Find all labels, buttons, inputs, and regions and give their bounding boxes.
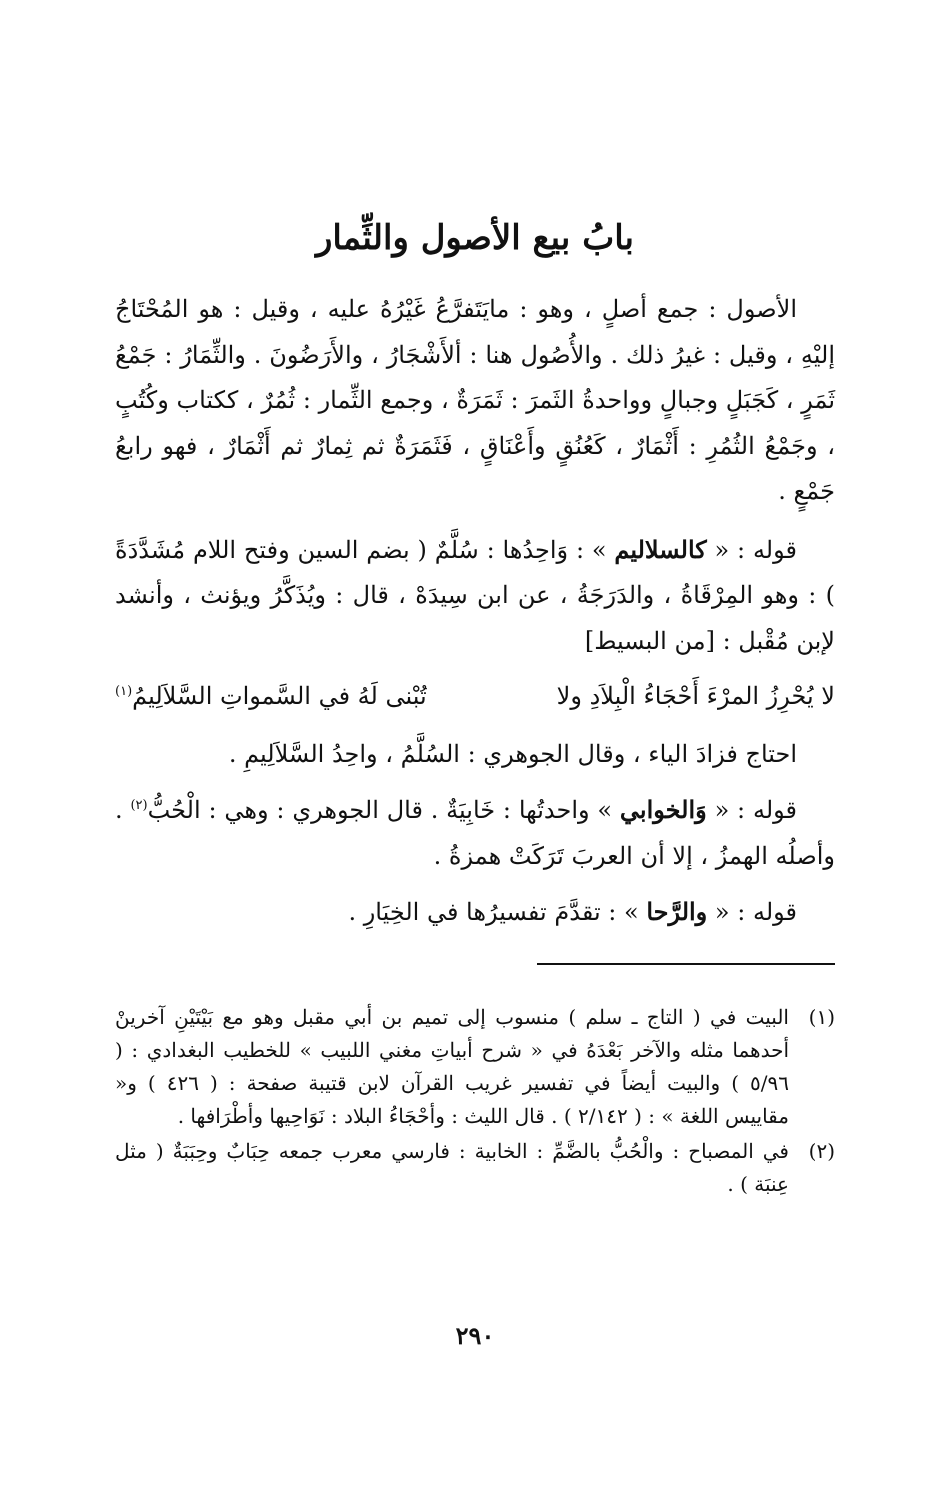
paragraph-jawhari: احتاج فزادَ الياء ، وقال الجوهري : السُلَّمُ ، واحِدُ السَّلاَلِيمِ . xyxy=(228,739,797,768)
footnote-text: البيت في ( التاج ـ سلم ) منسوب إلى تميم بن أبي مقبل وهو مع بَيْتَيْنِ آخرينْ أحدهما مثله والآخر بَعْدَهُ في « شرح أبياتِ مغني اللبيب » للخطيب البغدادي : ( ٥/٩٦ ) والبيت أيضاً في تفسير غريب القرآن لابن قتيبة صفحة : ( ٤٢٦ ) و« مقاييس اللغة » : ( ٢/١٤٢ ) . قال الليث : وأحْجَاءُ البلاد : نَوَاحِيها وأطْرَافها . xyxy=(115,1005,789,1128)
footnote-2 xyxy=(115,1135,835,1201)
footnote-marker-1: (١) xyxy=(115,684,133,699)
paragraph-raha-rest: » : تقدَّمَ تفسيرُها في الخِيَارِ . xyxy=(348,898,639,926)
quote-open: قوله : « xyxy=(714,535,797,564)
verse-first-hemistich: لا يُحْرِزُ المرْءَ أَحْجَاءُ الْبِلاَدِ ولا xyxy=(556,682,835,710)
term-khawabi: وَالخوابي xyxy=(619,795,707,824)
paragraph-salalim xyxy=(115,527,835,665)
main-text xyxy=(115,287,835,946)
footnote-divider xyxy=(537,963,835,965)
quote-open: قوله : « xyxy=(714,898,797,926)
quote-open: قوله : « xyxy=(714,796,798,824)
page-number: ٢٩٠ xyxy=(455,1321,495,1350)
footnote-text: في المصباح : والْحُبُّ بالضَّمِّ : الخابية : فارسي معرب جمعه حِبَابٌ وحِبَبَةٌ ( مثل عِنبَة ) . xyxy=(115,1139,789,1196)
paragraph-raha xyxy=(115,889,835,936)
term-salalim: كالسلاليم xyxy=(614,534,707,564)
paragraph-salalim-rest: » : وَاحِدُها : سُلَّمٌ ( بضم السين وفتح اللام مُشَدَّدَةً ) : وهو المِرْقَاةُ ، والدَرَجَةُ ، عن ابن سِيدَهْ ، قال : ويُذَكَّرُ ويؤنث ، وأنشد لإبن مُقْبل : [من البسيط] xyxy=(115,535,835,655)
paragraph-khawabi xyxy=(115,787,835,879)
footnote-number: (٢) xyxy=(808,1139,835,1163)
chapter-title: بابُ بيع الأصول والثِّمار xyxy=(315,218,635,258)
paragraph-khawabi-rest-a: » واحدتُها : خَابِيَةٌ . قال الجوهري : وهي : الْحُبُّ xyxy=(147,796,613,824)
verse-second-hemistich: تُبْنى لَهُ في السَّمواتِ السَّلاَلِيمُ xyxy=(132,682,427,710)
paragraph-khawabi-rest-b: . وأصلُه الهمزُ ، إلا أن العربَ تَرَكَتْ همزةُ . xyxy=(115,796,835,870)
term-raha: والرَّحا xyxy=(646,897,708,926)
paragraph-definition: الأصول : جمع أصلٍ ، وهو : مايَتَفرَّعُ غَيْرُهُ عليه ، وقيل : هو المُحْتَاجُ إليْهِ ، وقيل : غيرُ ذلك . والأُصُول هنا : ألأَشْجَارُ ، والأَرَضُونَ . والثِّمَارُ : جَمْعُ ثَمَرٍ ، كَجَبَلٍ وجبالٍ وواحدةُ الثَمرَ : ثَمَرَةٌ ، وجمع الثِّمار : ثُمُرٌ ، ككتاب وكُتُبٍ ، وجَمْعُ الثُمُرِ : أَثْمَارٌ ، كَعُنُقٍ وأَعْنَاقٍ ، فَثَمَرَةٌ ثم ثِمارٌ ثم أَثْمَارٌ ، فهو رابعُ جَمْعٍ . xyxy=(115,295,835,505)
footnote-number: (١) xyxy=(808,1005,835,1029)
poem-verse xyxy=(115,674,835,720)
verse-second-hemistich-wrap xyxy=(115,674,427,720)
footnotes xyxy=(115,1001,835,1203)
footnote-marker-2: (٢) xyxy=(130,798,148,813)
footnote-1 xyxy=(115,1001,835,1133)
